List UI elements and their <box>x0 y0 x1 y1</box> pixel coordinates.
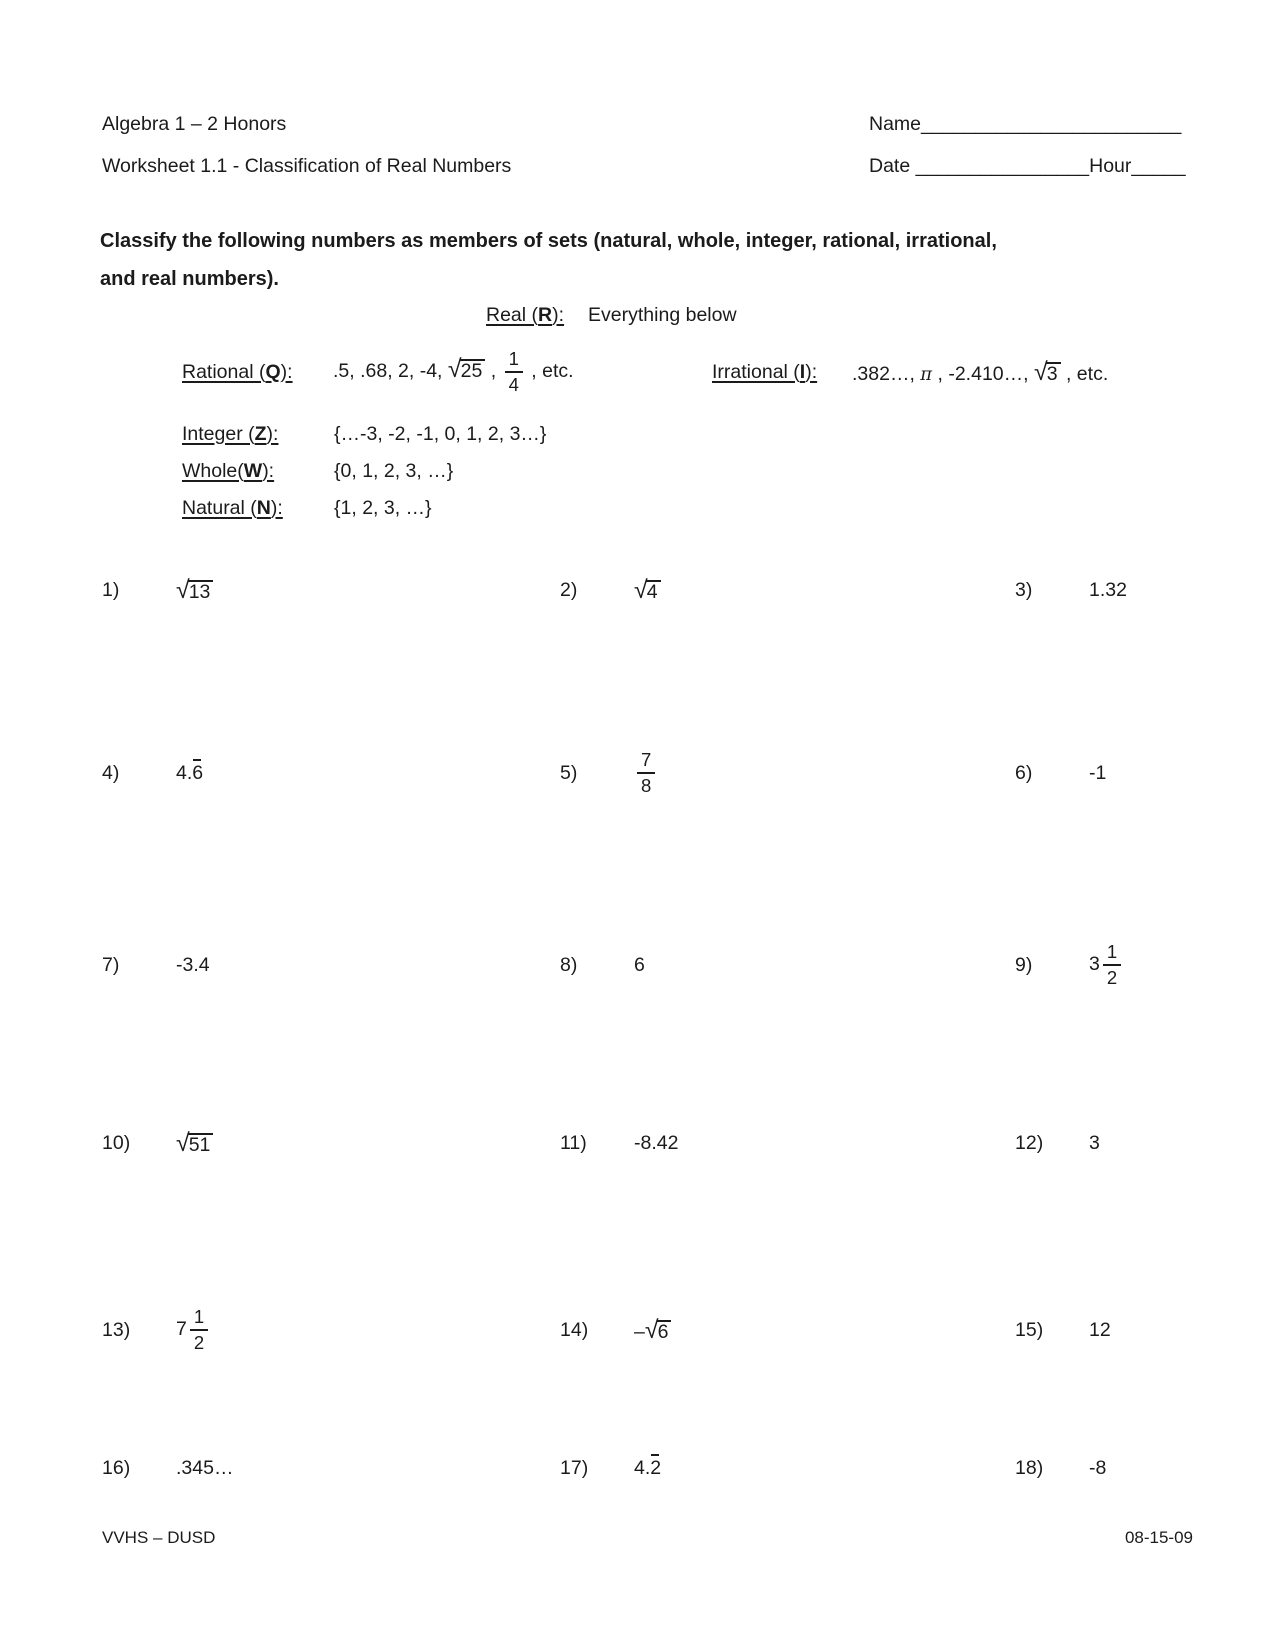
math-text: .345… <box>176 1456 234 1479</box>
problem-item <box>102 925 210 1005</box>
problem-item <box>560 1103 678 1183</box>
denominator: 2 <box>1103 964 1121 988</box>
math-text: -3.4 <box>176 953 210 976</box>
problem-number: 13) <box>102 1318 131 1341</box>
radical-icon: √ <box>644 1315 659 1344</box>
worksheet-title: Worksheet 1.1 - Classification of Real Numbers <box>102 155 512 177</box>
sqrt-expression <box>176 1129 213 1158</box>
math-text: -8.42 <box>634 1131 679 1154</box>
math-text: , <box>485 360 502 383</box>
math-text: 7 <box>176 1318 187 1341</box>
problem-value <box>634 750 658 796</box>
math-text: 12 <box>1089 1318 1111 1341</box>
numerator: 7 <box>641 749 652 770</box>
problem-item <box>560 550 661 630</box>
problem-value <box>1089 1319 1111 1342</box>
radical-icon: √ <box>176 575 190 604</box>
problem-number: 10) <box>102 1131 131 1154</box>
problem-item <box>1015 733 1106 813</box>
math-text: , etc. <box>1060 362 1109 385</box>
real-label: Real (R): <box>486 304 565 326</box>
problem-number: 17) <box>560 1456 589 1479</box>
problem-value <box>1089 579 1127 602</box>
rational-label: Rational (Q): <box>182 360 293 383</box>
numerator: 1 <box>508 348 519 369</box>
problem-number: 6) <box>1015 761 1033 784</box>
course-title: Algebra 1 – 2 Honors <box>102 113 287 135</box>
radicand: 25 <box>460 359 486 383</box>
problem-value <box>1089 1457 1106 1480</box>
pi-symbol: π <box>920 363 933 385</box>
denominator: 8 <box>637 772 655 796</box>
repeating-digit: 2 <box>650 1456 662 1479</box>
sqrt-expression <box>645 1316 672 1345</box>
whole-label: Whole(W): <box>182 459 275 482</box>
math-text: 3 <box>1089 953 1100 976</box>
radicand: 4 <box>646 580 661 604</box>
fraction <box>1103 942 1121 988</box>
problem-value <box>1089 1132 1100 1155</box>
real-value: Everything below <box>588 304 737 326</box>
footer-date: 08-15-09 <box>1124 1528 1193 1547</box>
problem-number: 4) <box>102 761 120 784</box>
radical-icon: √ <box>1033 357 1048 386</box>
date-hour-line: Date ________________Hour_____ <box>869 155 1186 177</box>
denominator: 2 <box>190 1329 208 1353</box>
math-text: 4. <box>176 761 193 784</box>
name-line: Name________________________ <box>869 113 1182 135</box>
radicand: 3 <box>1046 362 1061 386</box>
repeating-digit: 6 <box>192 761 204 784</box>
problem-number: 9) <box>1015 953 1033 976</box>
problem-number: 3) <box>1015 578 1033 601</box>
math-text: – <box>634 1320 645 1343</box>
instructions-line-2: and real numbers). <box>100 268 279 290</box>
math-text: 6 <box>634 953 645 976</box>
math-text: 4. <box>634 1456 651 1479</box>
problem-value <box>1089 762 1106 785</box>
problem-number: 15) <box>1015 1318 1044 1341</box>
problem-value <box>634 954 645 977</box>
math-text: , etc. <box>525 360 574 383</box>
numerator: 1 <box>1106 941 1118 962</box>
footer-school: VVHS – DUSD <box>102 1528 216 1547</box>
problem-item <box>560 1290 671 1370</box>
radicand: 51 <box>188 1133 214 1157</box>
problem-item <box>102 1290 211 1370</box>
fraction <box>190 1307 208 1353</box>
problem-item <box>1015 925 1124 1005</box>
problem-item <box>1015 1103 1100 1183</box>
problem-item <box>102 1103 213 1183</box>
problem-number: 7) <box>102 953 120 976</box>
fraction <box>637 750 655 796</box>
problem-value <box>176 1129 213 1158</box>
natural-set: {1, 2, 3, …} <box>334 496 432 519</box>
problem-value <box>176 576 213 605</box>
problem-item <box>560 1428 661 1508</box>
radical-icon: √ <box>447 355 462 384</box>
problem-item <box>102 1428 233 1508</box>
problem-item <box>102 733 203 813</box>
radical-icon: √ <box>176 1128 190 1157</box>
problem-item <box>560 925 645 1005</box>
problem-item <box>1015 1290 1111 1370</box>
problem-number: 16) <box>102 1456 131 1479</box>
numerator: 1 <box>193 1306 205 1327</box>
problem-item <box>1015 550 1127 630</box>
problem-number: 18) <box>1015 1456 1044 1479</box>
irrational-label: Irrational (I): <box>712 360 818 383</box>
problem-number: 2) <box>560 578 578 601</box>
sqrt-expression <box>176 576 213 605</box>
math-text: .5, .68, 2, -4, <box>333 360 448 383</box>
problem-item <box>1015 1428 1106 1508</box>
problem-number: 5) <box>560 761 578 784</box>
problem-value <box>634 1316 671 1345</box>
math-text: -8 <box>1089 1456 1107 1479</box>
denominator: 4 <box>505 371 523 395</box>
problem-value <box>634 1457 661 1480</box>
problem-number: 8) <box>560 953 578 976</box>
math-text: 1.32 <box>1089 578 1127 601</box>
problem-number: 1) <box>102 578 120 601</box>
whole-set: {0, 1, 2, 3, …} <box>334 459 454 482</box>
math-text: -1 <box>1089 761 1107 784</box>
problem-value <box>176 1307 211 1353</box>
problem-value <box>634 1132 678 1155</box>
problem-value <box>176 954 210 977</box>
problem-item <box>560 733 658 813</box>
problem-value <box>1089 942 1124 988</box>
math-text: 3 <box>1089 1131 1100 1154</box>
problem-number: 11) <box>560 1131 587 1154</box>
problem-value <box>176 762 203 785</box>
problem-item <box>102 550 213 630</box>
problem-value <box>176 1457 233 1480</box>
math-text: .382…, <box>852 362 921 385</box>
problem-number: 12) <box>1015 1131 1044 1154</box>
integer-label: Integer (Z): <box>182 422 279 445</box>
instructions-line-1: Classify the following numbers as members of sets (natural, whole, integer, rational, irrational, <box>100 230 997 252</box>
radicand: 13 <box>188 580 214 604</box>
problem-value <box>634 576 661 605</box>
sqrt-expression <box>634 576 661 605</box>
radical-icon: √ <box>634 575 648 604</box>
integer-set: {…-3, -2, -1, 0, 1, 2, 3…} <box>334 422 547 445</box>
natural-label: Natural (N): <box>182 496 283 519</box>
problem-number: 14) <box>560 1318 589 1341</box>
math-text: , -2.410…, <box>932 362 1034 385</box>
radicand: 6 <box>657 1320 672 1344</box>
